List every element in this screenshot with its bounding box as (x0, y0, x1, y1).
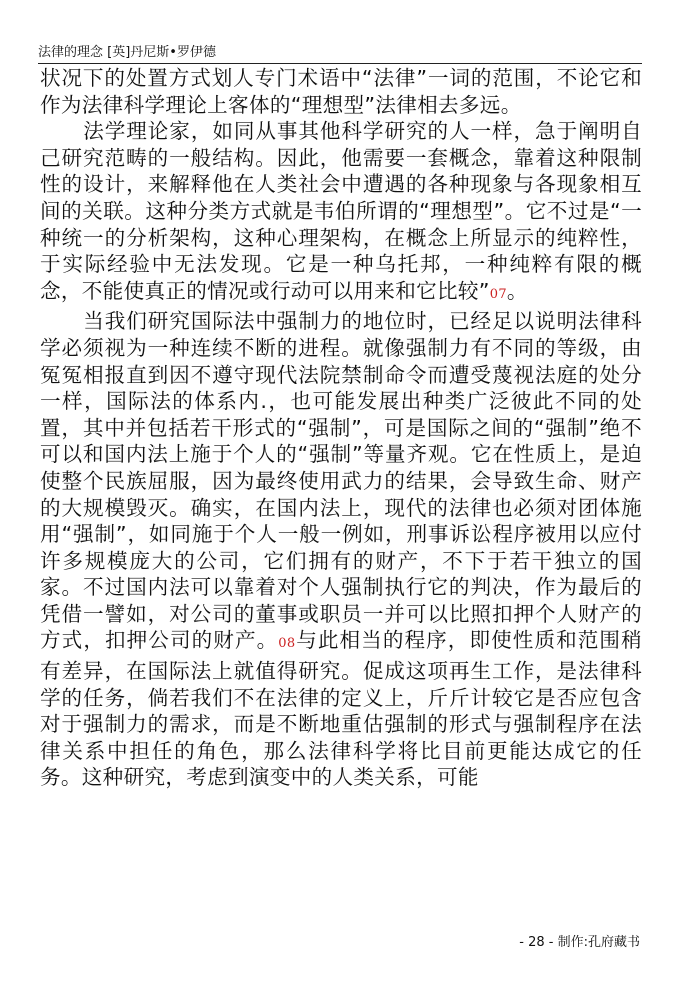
paragraph-2-end: 。 (506, 278, 528, 303)
footnote-ref-07[interactable]: 07 (489, 286, 507, 302)
paragraph-3 (40, 308, 642, 791)
paragraph-1: 状况下的处置方式划人专门术语中“法律”一词的范围，不论它和作为法律科学理论上客体的“理想型”法律相去多远。 (40, 66, 642, 117)
footnote-ref-08[interactable]: 08 (278, 636, 296, 652)
running-title: 法律的理念 [英]丹尼斯•罗伊德 (38, 45, 216, 60)
paragraph-2-text: 法学理论家，如同从事其他科学研究的人一样，急于阐明自己研究范畴的一般结构。因此，他需要一套概念，靠着这种限制性的设计，来解释他在人类社会中遭遇的各种现象与各现象相互间的关联。这种分类方式就是韦伯所谓的“理想型”。它不过是“一种统一的分析架构，这种心理架构，在概念上所显示的纯粹性，于实际经验中无法发现。它是一种乌托邦，一种纯粹有限的概念，不能使真正的情况或行动可以用来和它比较” (40, 119, 642, 303)
page-number-label: - 28 - 制作:孔府藏书 (519, 935, 640, 950)
page-body (40, 65, 642, 791)
paragraph-3-text-b: 与此相当的程序，即使性质和范围稍有差异，在国际法上就值得研究。促成这项再生工作，是法律科学的任务，倘若我们不在法律的定义上，斤斤计较它是否应包含对于强制力的需求，而是不断地重估强制的形式与强制程序在法律关系中担任的角色，那么法律科学将比目前更能达成它的任务。这种研究，考虑到演变中的人类关系，可能 (40, 628, 642, 790)
paragraph-3-text-a: 当我们研究国际法中强制力的地位时，已经足以说明法律科学必须视为一种连续不断的进程。就像强制力有不同的等级，由冤冤相报直到因不遵守现代法院禁制命令而遭受蔑视法庭的处分一样，国际法的体系内.，也可能发展出种类广泛彼此不同的处置，其中并包括若干形式的“强制”，可是国际之间的“强制”绝不可以和国内法上施于个人的“强制”等量齐观。它在性质上，是迫使整个民族屈服，因为最终使用武力的结果，会导致生命、财产的大规模毁灭。确实，在国内法上，现代的法律也必须对团体施用“强制”，如同施于个人一般一例如，刑事诉讼程序被用以应付许多规模庞大的公司，它们拥有的财产，不下于若干独立的国家。不过国内法可以靠着对个人强制执行它的判决，作为最后的凭借一譬如，对公司的董事或职员一并可以比照扣押个人财产的方式，扣押公司的财产。 (40, 309, 642, 653)
paragraph-2 (40, 118, 642, 308)
page-footer (519, 934, 640, 952)
running-header (38, 44, 642, 64)
